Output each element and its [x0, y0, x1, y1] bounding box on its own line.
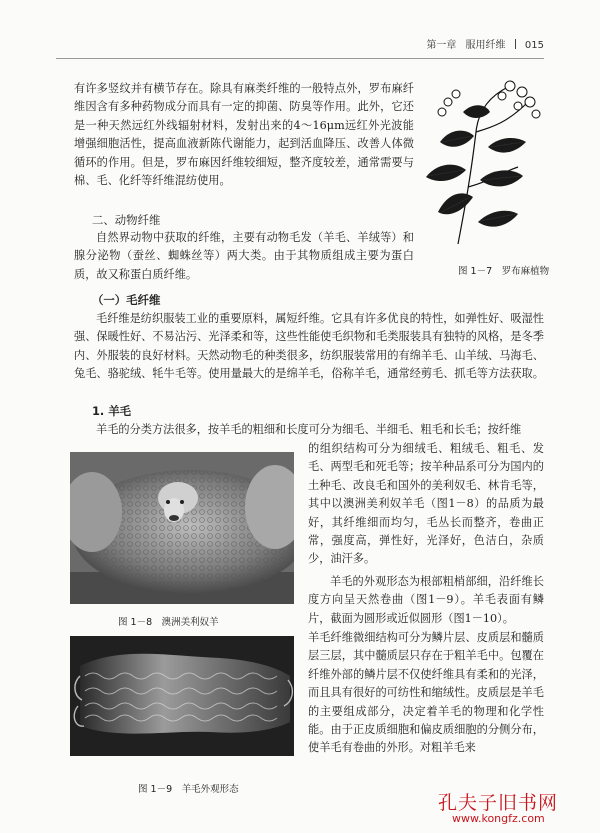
- fig9-caption: 图 1－9 羊毛外观形态: [138, 784, 239, 795]
- paragraph-wool-classification-cont: 的组织结构可分为细绒毛、粗绒毛、粗毛、发毛、两型毛和死毛等；按羊种品系可分为国内的土种毛、改良毛和国外的美利奴毛、林肯毛等，其中以澳洲美利奴羊毛（图1－8）的品质为最好，其纤维细而均匀，毛丛长而整齐，卷曲正常，强度高，弹性好，光泽好，色洁白，杂质少，油汗多。: [308, 442, 544, 566]
- header-title: 服用纤维: [465, 40, 506, 51]
- section-title-animal-fiber: 二、动物纤维: [92, 213, 161, 227]
- subsection-title-wool-fiber: （一）毛纤维: [92, 293, 161, 307]
- watermark-logo-text: 孔夫子旧书网: [438, 792, 559, 814]
- figure-merino-sheep-photo: [70, 452, 294, 604]
- watermark-url: www.kongfz.com: [452, 812, 545, 825]
- paragraph-wool-appearance: 羊毛的外观形态为根部粗梢部细，沿纤维长度方向呈天然卷曲（图1－9）。羊毛表面有鳞片，截面为圆形或近似圆形（图1－10）。: [308, 575, 544, 625]
- header-divider: [515, 39, 516, 49]
- running-header: [426, 36, 544, 51]
- fig7-caption: 图 1－7 罗布麻植物: [458, 266, 550, 277]
- header-chapter: 第一章: [426, 40, 457, 51]
- header-rule: [56, 58, 544, 59]
- page-number: 015: [524, 40, 544, 51]
- paragraph-wool-fiber: 毛纤维是纺织服装工业的重要原料，属短纤维。它具有许多优良的特性，如弹性好、吸湿性强、保暖性好、不易沾污、光泽柔和等，这些性能使毛织物和毛类服装具有独特的风格，是冬季内、外服装的良好材料。天然动物毛的种类很多，纺织服装常用的有绵羊毛、山羊绒、马海毛、兔毛、骆驼绒、牦牛毛等。使用量最大的是绵羊毛，俗称羊毛，通常经剪毛、抓毛等方法获取。: [74, 312, 544, 381]
- fig8-caption: 图 1－8 澳洲美利奴羊: [118, 617, 219, 628]
- subsection-title-wool: 1. 羊毛: [92, 404, 131, 418]
- paragraph-wool-classification: 羊毛的分类方法很多，按羊毛的粗细和长度可分为细毛、半细毛、粗毛和长毛；按纤维: [96, 423, 522, 436]
- figure-wool-fiber-photo: [70, 636, 294, 756]
- paragraph-luobuma: 有许多竖纹并有横节存在。除具有麻类纤维的一般特点外，罗布麻纤维因含有多种药物成分而具有一定的抑菌、防臭等作用。此外，它还是一种天然远红外线辐射材料，发射出来的4～16μm远红外光波能增强细胞活性，提高血液新陈代谢能力，起到活血降压、改善人体微循环的作用。但是，罗布麻因纤维较细短，整齐度较差，通常需要与棉、毛、化纤等纤维混纺使用。: [74, 82, 414, 188]
- paragraph-wool-structure: 羊毛纤维微细结构可分为鳞片层、皮质层和髓质层三层，其中髓质层只存在于粗羊毛中。包覆在纤维外部的鳞片层不仅使纤维具有柔和的光泽，而且具有很好的可纺性和缩绒性。皮质层是羊毛的主要组成部分，决定着羊毛的物理和化学性能。由于正皮质细胞和偏皮质细胞的分侧分布，使羊毛有卷曲的外形。对粗羊毛来: [308, 631, 544, 755]
- figure-luobuma-plant: [418, 72, 546, 247]
- paragraph-animal-fiber: 自然界动物中获取的纤维，主要有动物毛发（羊毛、羊绒等）和腺分泌物（蚕丝、蜘蛛丝等）两大类。由于其物质组成主要为蛋白质，故又称蛋白质纤维。: [74, 231, 414, 281]
